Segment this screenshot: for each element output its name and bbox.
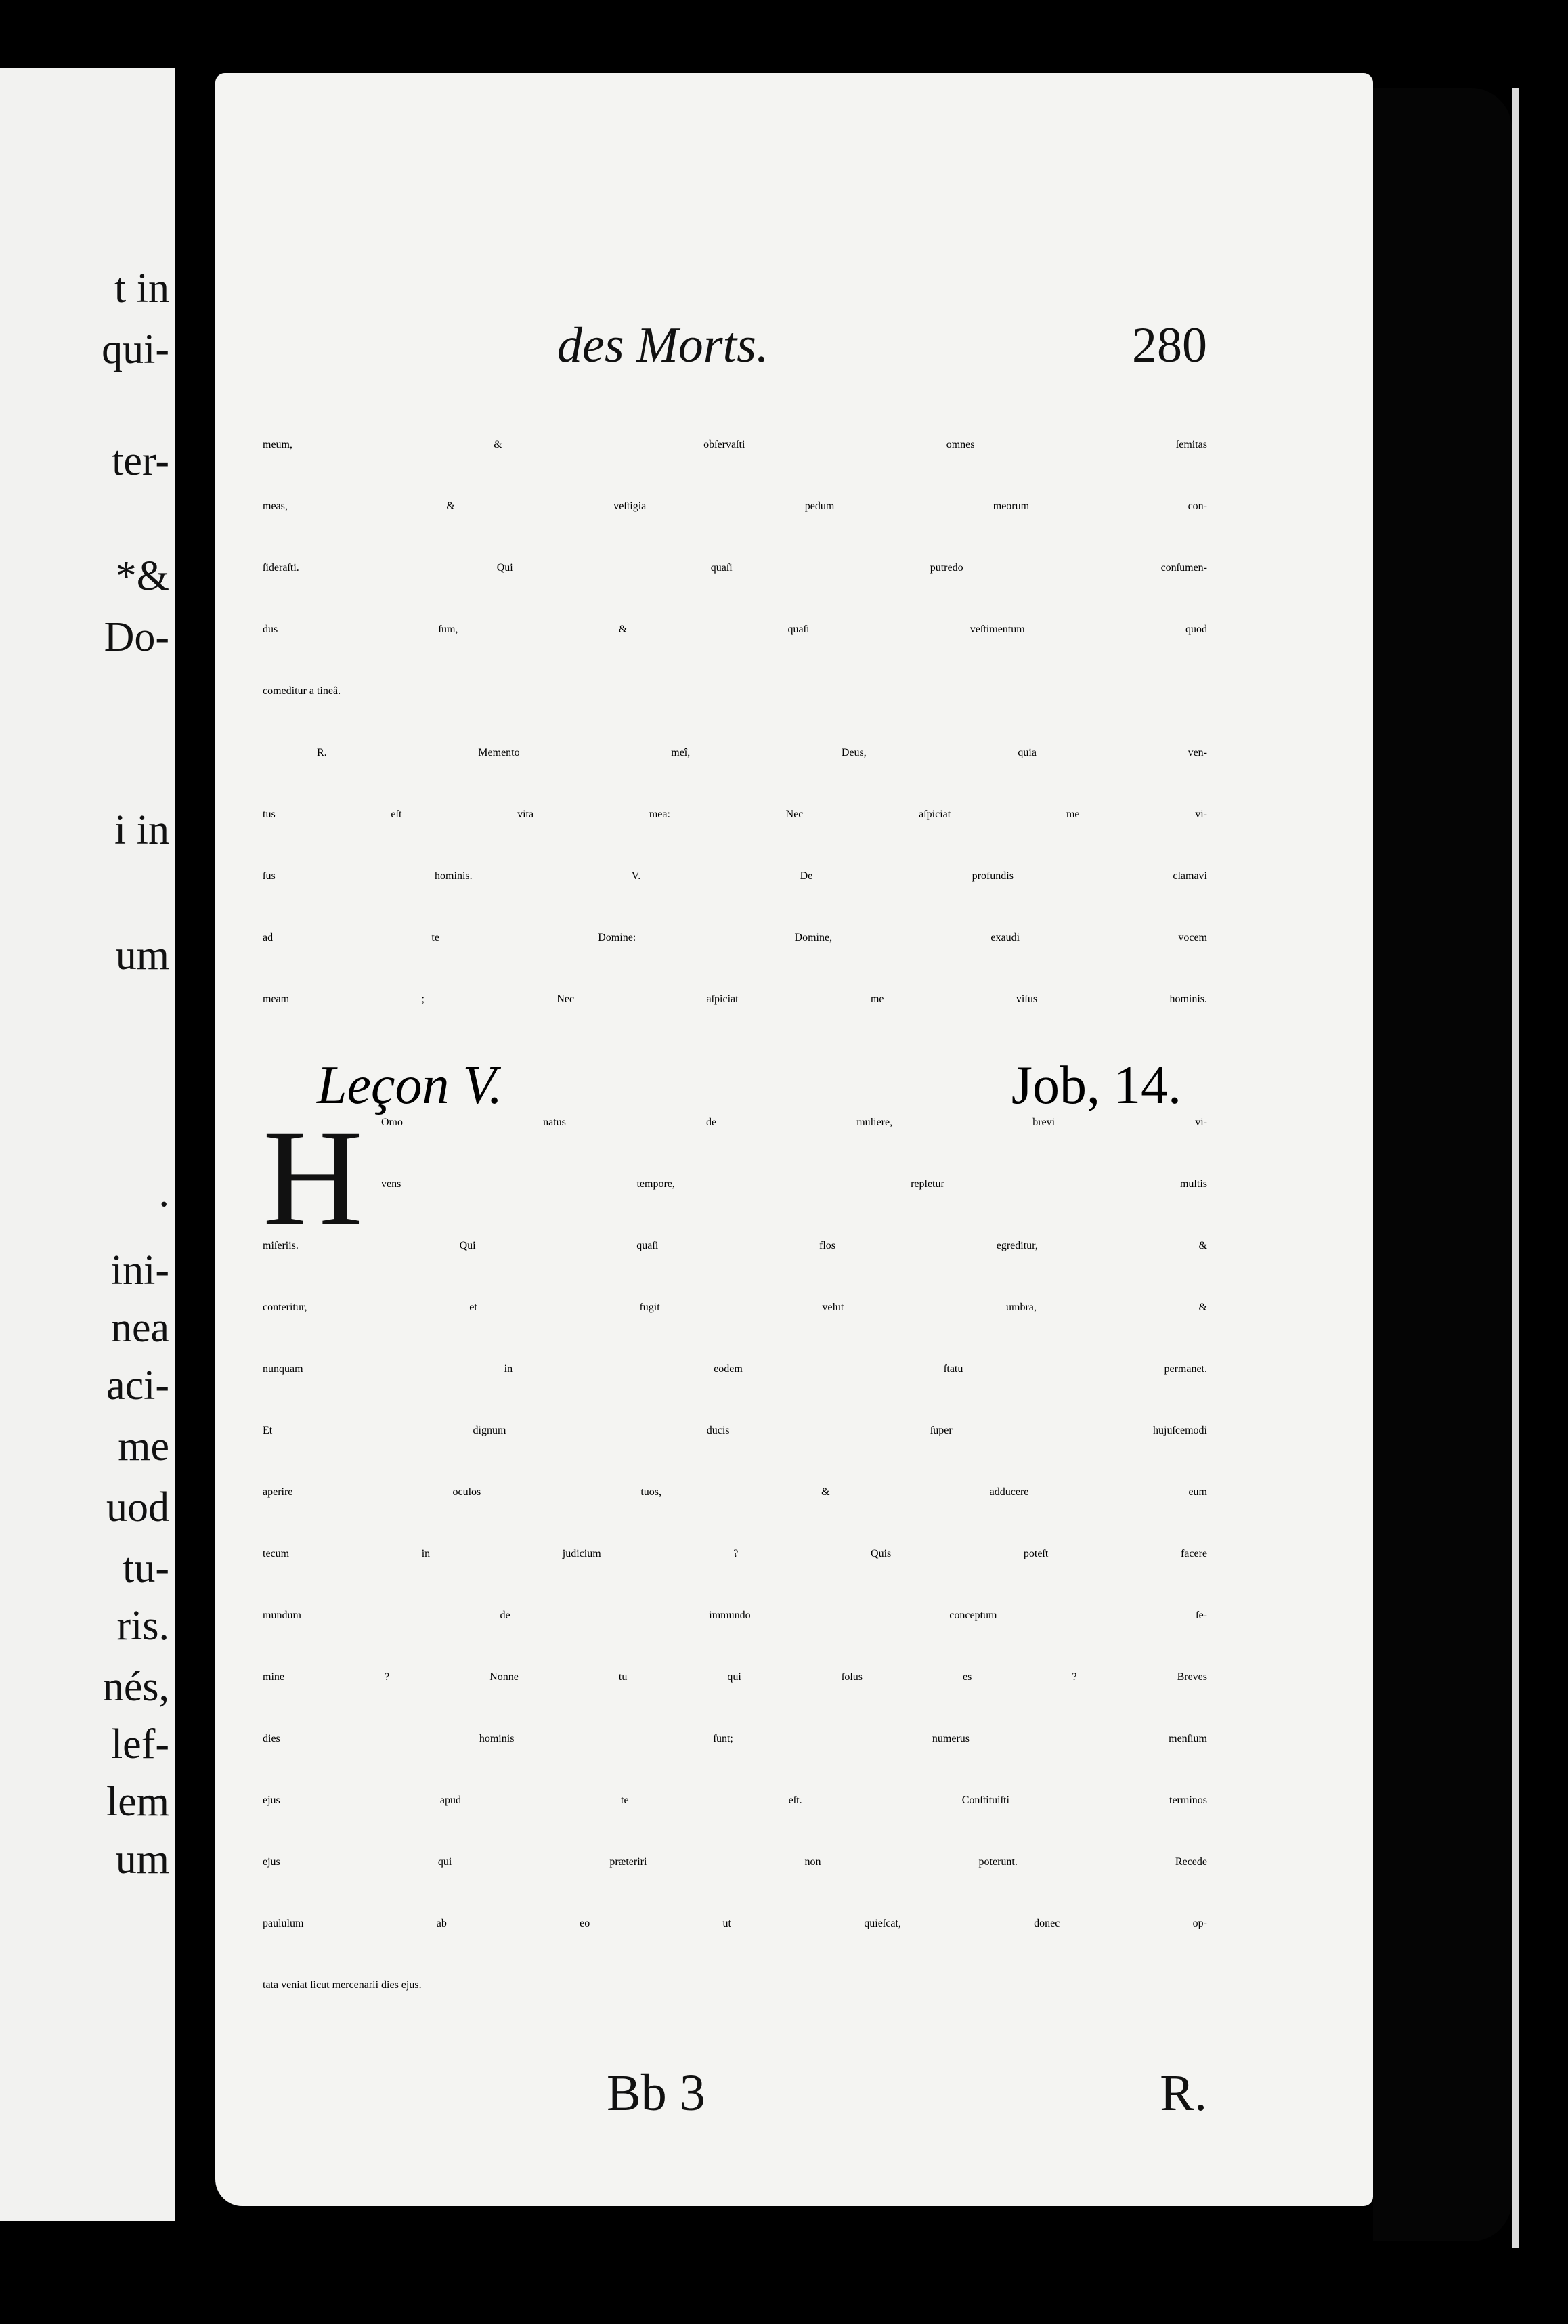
- left-fragment: me: [118, 1423, 169, 1469]
- text-line: ſideraſti. Qui quaſi putredo conſumen-: [263, 562, 1207, 574]
- lesson-line: ejus qui præteriri non poterunt. Recede: [263, 1856, 1207, 1868]
- lesson-line: Et dignum ducis ſuper hujuſcemodi: [263, 1425, 1207, 1436]
- lesson-line: paululum ab eo ut quieſcat, donec op-: [263, 1918, 1207, 1929]
- responsory: [263, 747, 1207, 1055]
- signature-mark: Bb 3: [607, 2065, 705, 2122]
- left-fragment: ris.: [116, 1603, 169, 1649]
- lesson-line: nunquam in eodem ſtatu permanet.: [263, 1363, 1207, 1375]
- left-fragment: nea: [110, 1305, 169, 1351]
- text-line: meas, & veſtigia pedum meorum con-: [263, 500, 1207, 512]
- left-fragment: nés,: [102, 1664, 169, 1710]
- lesson-line: Omo natus de muliere, brevi vi-: [381, 1117, 1207, 1128]
- lesson-line: conteritur, et fugit velut umbra, &: [263, 1301, 1207, 1313]
- text-line: dus ſum, & quaſi veſtimentum quod: [263, 624, 1207, 635]
- left-fragment: *&: [115, 553, 169, 599]
- responsory-line: tus eſt vita mea: Nec aſpiciat me vi-: [263, 809, 1207, 820]
- lesson-text: [263, 1101, 1207, 2041]
- left-fragment: .: [158, 1169, 169, 1215]
- running-head: des Morts.: [557, 318, 769, 373]
- book-edge: [1373, 88, 1512, 2241]
- responsory-line: R. Memento meî, Deus, quia ven-: [317, 747, 1207, 758]
- page-number: 280: [1132, 318, 1207, 373]
- responsory-line: meam ; Nec aſpiciat me viſus hominis.: [263, 993, 1207, 1005]
- lesson-line: mundum de immundo conceptum ſe-: [263, 1610, 1207, 1621]
- lesson-line: vens tempore, repletur multis: [381, 1178, 1207, 1190]
- lesson-line: ejus apud te eſt. Conſtituiſti terminos: [263, 1794, 1207, 1806]
- text-line: comeditur a tineâ.: [263, 685, 341, 697]
- lesson-title: Leçon V.: [317, 1056, 503, 1115]
- lesson-line: miſeriis. Qui quaſi flos egreditur, &: [263, 1240, 1207, 1251]
- left-fragment: um: [115, 1836, 169, 1882]
- left-fragment: aci-: [106, 1362, 169, 1408]
- left-fragment: lef-: [110, 1721, 169, 1767]
- left-fragment: ter-: [112, 438, 169, 484]
- left-fragment: t in: [114, 265, 169, 311]
- lesson-line: dies hominis ſunt; numerus menſium: [263, 1733, 1207, 1744]
- lesson-heading: [263, 1055, 1207, 1117]
- text-body: [263, 439, 1207, 2041]
- lesson-line: mine ? Nonne tu qui ſolus es ? Breves: [263, 1671, 1207, 1683]
- lesson-line: aperire oculos tuos, & adducere eum: [263, 1486, 1207, 1498]
- book-rim: [1512, 88, 1519, 2248]
- left-page-fragment: [0, 68, 175, 2221]
- left-fragment: qui-: [102, 326, 169, 372]
- left-fragment: ini-: [110, 1247, 169, 1293]
- drop-cap: H: [263, 1101, 364, 1255]
- left-fragment: i in: [114, 807, 169, 853]
- lesson-reference: Job, 14.: [1011, 1056, 1181, 1115]
- book-page: [215, 73, 1373, 2206]
- lesson-line: tata veniat ſicut mercenarii dies ejus.: [263, 1979, 422, 1991]
- left-fragment: lem: [106, 1779, 169, 1825]
- responsory-line: ſus hominis. V. De profundis clamavi: [263, 870, 1207, 882]
- catchword: R.: [1160, 2065, 1207, 2122]
- left-fragment: uod: [106, 1484, 169, 1530]
- left-fragment: tu-: [123, 1545, 169, 1591]
- text-line: meum, & obſervaſti omnes ſemitas: [263, 439, 1207, 450]
- left-fragment: Do-: [104, 614, 169, 660]
- book-gutter: [175, 0, 215, 2324]
- page-footer: [263, 2064, 1207, 2132]
- lesson-line: tecum in judicium ? Quis poteſt facere: [263, 1548, 1207, 1559]
- responsory-line: ad te Domine: Domine, exaudi vocem: [263, 932, 1207, 943]
- left-fragment: um: [115, 932, 169, 978]
